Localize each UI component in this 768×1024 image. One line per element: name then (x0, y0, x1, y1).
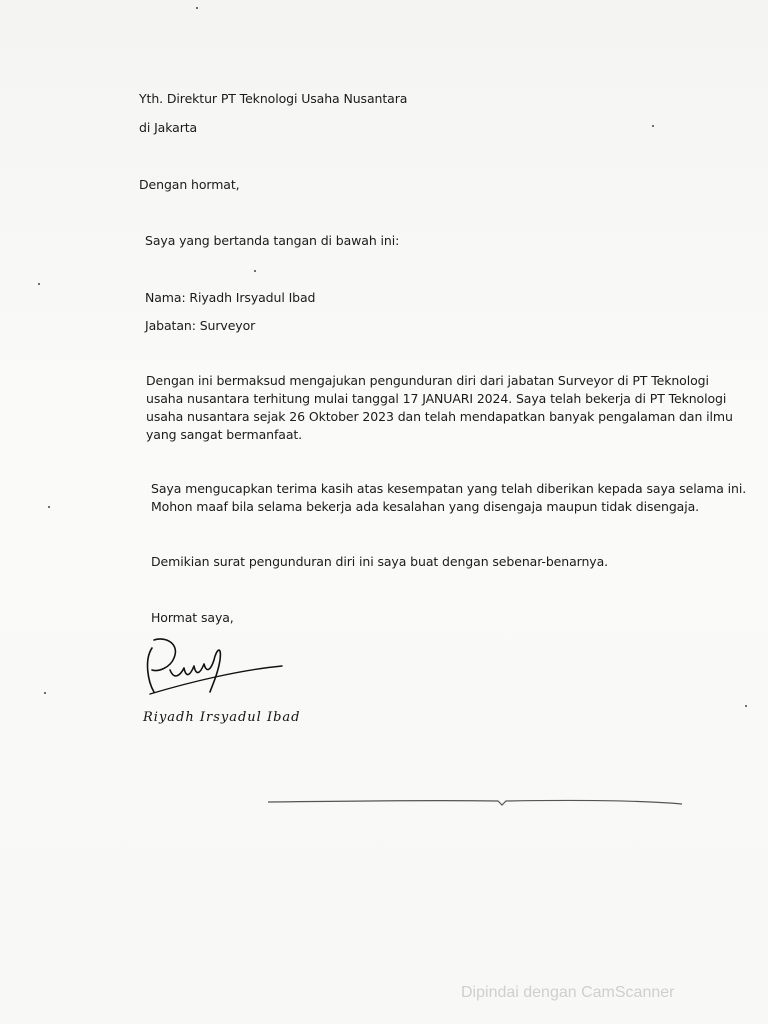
signature-graphic (140, 630, 290, 700)
signature-name: Riyadh Irsyadul Ibad (143, 710, 301, 725)
closing: Hormat saya, (151, 610, 234, 625)
paragraph-resignation (146, 372, 733, 444)
scan-speck (44, 692, 46, 694)
recipient-line-2: di Jakarta (139, 120, 198, 135)
scan-speck (38, 283, 40, 285)
paragraph-1-line-2: usaha nusantara terhitung mulai tanggal 17 JANUARI 2024. Saya telah bekerja di PT Teknologi (146, 391, 727, 406)
recipient-line-1: Yth. Direktur PT Teknologi Usaha Nusantara (139, 91, 408, 106)
scan-speck (652, 125, 654, 127)
paragraph-1-line-3: usaha nusantara sejak 26 Oktober 2023 dan telah mendapatkan banyak pengalaman dan ilmu (146, 409, 733, 424)
paragraph-2-line-1: Saya mengucapkan terima kasih atas kesempatan yang telah diberikan kepada saya selama ini. (151, 481, 747, 496)
paragraph-thanks (151, 480, 746, 516)
closing-statement: Demikian surat pengunduran diri ini saya buat dengan sebenar-benarnya. (151, 554, 609, 569)
signature-line (266, 796, 686, 810)
scan-speck (745, 705, 747, 707)
greeting: Dengan hormat, (139, 177, 240, 192)
camscanner-watermark: Dipindai dengan CamScanner (461, 984, 675, 1001)
intro-line: Saya yang bertanda tangan di bawah ini: (145, 233, 400, 248)
paragraph-1-line-4: yang sangat bermanfaat. (146, 427, 303, 442)
name-line: Nama: Riyadh Irsyadul Ibad (145, 290, 316, 305)
scan-speck (48, 506, 50, 508)
paragraph-2-line-2: Mohon maaf bila selama bekerja ada kesalahan yang disengaja maupun tidak disengaja. (151, 499, 700, 514)
paragraph-1-line-1: Dengan ini bermaksud mengajukan pengunduran diri dari jabatan Surveyor di PT Teknologi (146, 373, 709, 388)
position-line: Jabatan: Surveyor (145, 318, 256, 333)
scan-speck (196, 7, 198, 9)
scan-speck (254, 270, 256, 272)
